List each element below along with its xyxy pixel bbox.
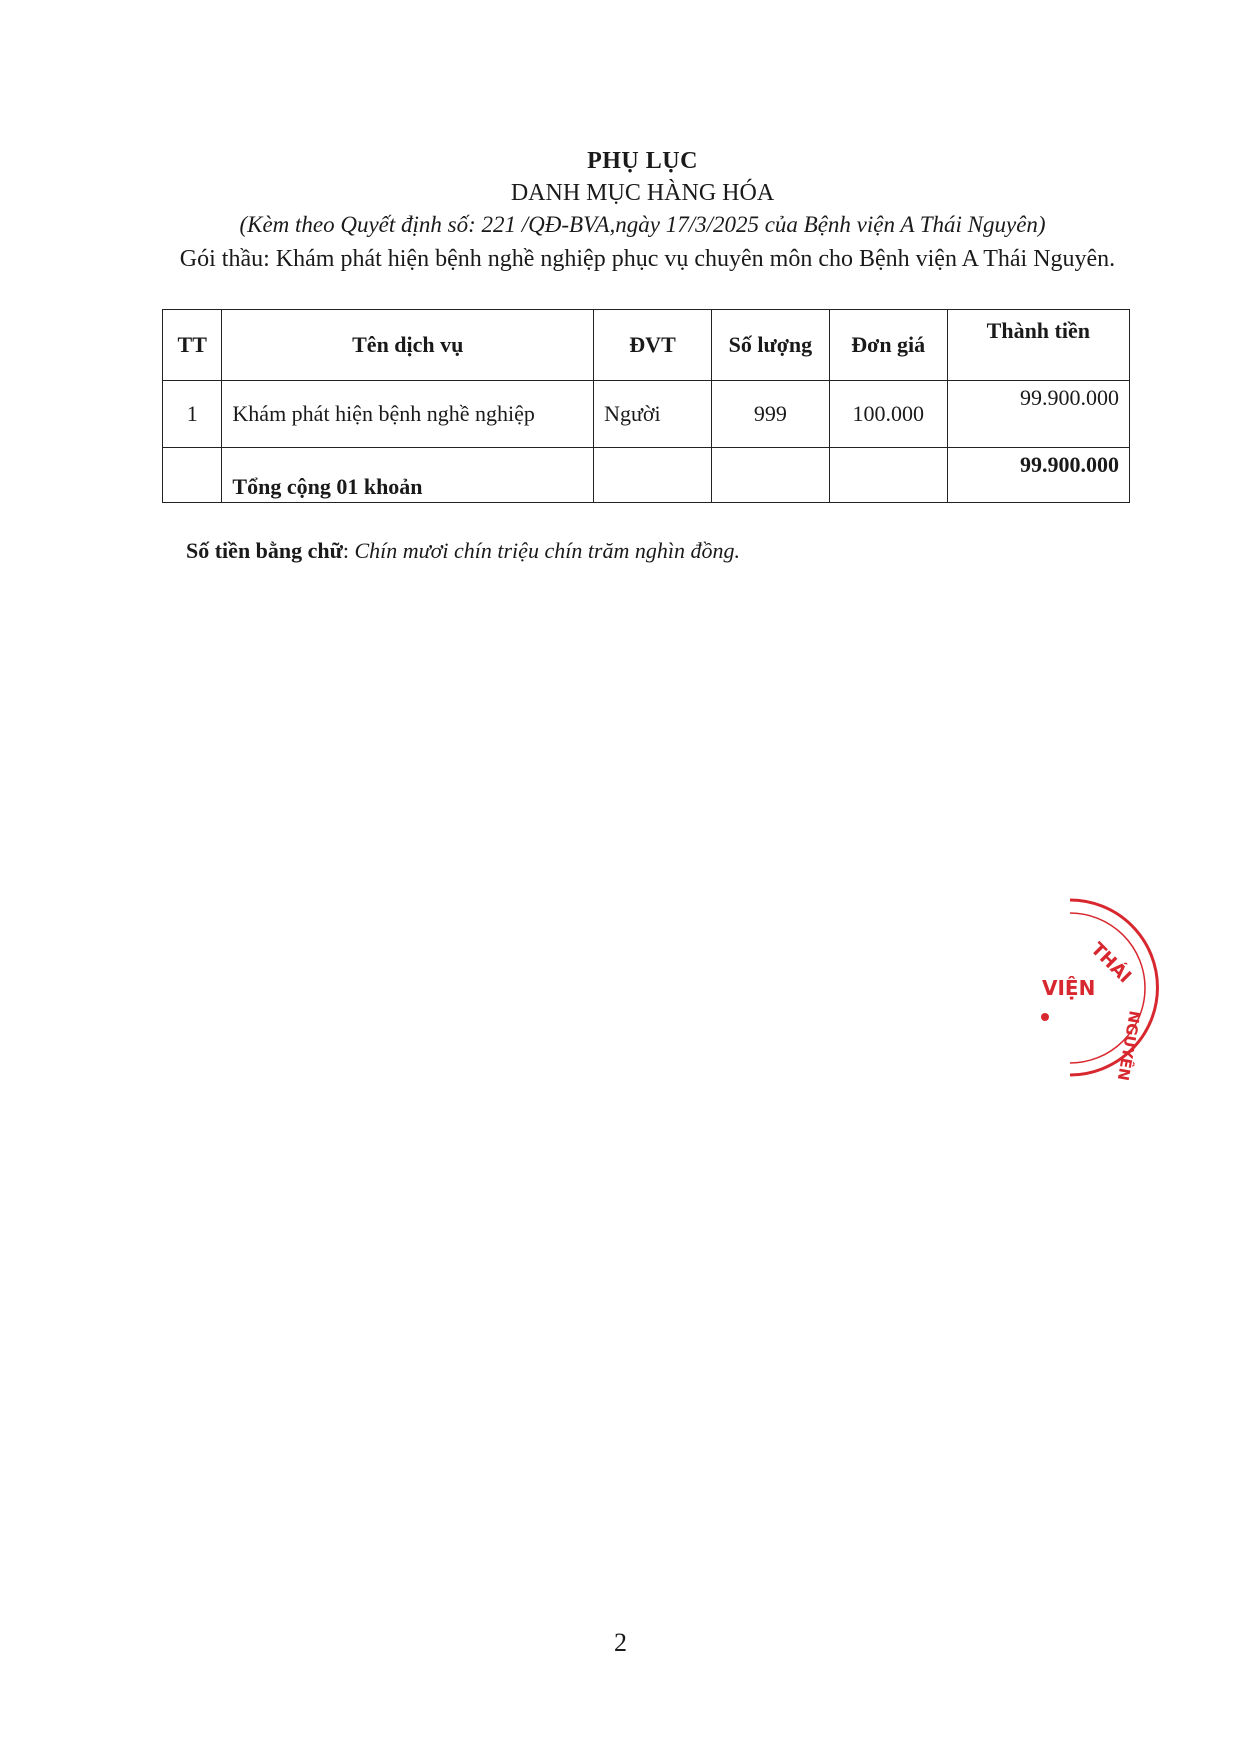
row-amount: 99.900.000 — [947, 381, 1129, 448]
svg-text:THÁI: THÁI — [1086, 938, 1136, 988]
table-header-row — [163, 310, 1130, 381]
hospital-seal-stamp — [1030, 885, 1180, 1085]
header-unit: ĐVT — [594, 310, 712, 381]
header-tt: TT — [163, 310, 222, 381]
table-row — [163, 381, 1130, 448]
header-quantity: Số lượng — [711, 310, 829, 381]
total-amount: 99.900.000 — [947, 448, 1129, 503]
total-tt-cell — [163, 448, 222, 503]
total-price-cell — [829, 448, 947, 503]
header-amount: Thành tiền — [947, 310, 1129, 381]
amount-in-words-label: Số tiền bằng chữ — [186, 538, 343, 563]
row-quantity: 999 — [711, 381, 829, 448]
total-qty-cell — [711, 448, 829, 503]
amount-in-words-value: Chín mươi chín triệu chín trăm nghìn đồng. — [354, 538, 740, 563]
svg-text:NGUYÊN: NGUYÊN — [1113, 1009, 1144, 1083]
amount-in-words: Số tiền bằng chữ: Chín mươi chín triệu chín trăm nghìn đồng. — [186, 538, 740, 563]
svg-text:VIỆN: VIỆN — [1042, 976, 1096, 1000]
bid-package: Gói thầu: Khám phát hiện bệnh nghề nghiệp phục vụ chuyên môn cho Bệnh viện A Thái Nguyên. — [179, 246, 1116, 272]
row-tt: 1 — [163, 381, 222, 448]
doc-subtitle: DANH MỤC HÀNG HÓA — [510, 180, 775, 206]
total-unit-cell — [594, 448, 712, 503]
doc-title: PHỤ LỤC — [587, 148, 698, 174]
goods-table — [162, 309, 1130, 503]
row-unit-price: 100.000 — [829, 381, 947, 448]
row-service-name: Khám phát hiện bệnh nghề nghiệp — [222, 381, 594, 448]
page-number: 2 — [614, 1628, 627, 1657]
header-service-name: Tên dịch vụ — [222, 310, 594, 381]
total-row — [163, 448, 1130, 503]
decision-reference: (Kèm theo Quyết định số: 221 /QĐ-BVA,ngày 17/3/2025 của Bệnh viện A Thái Nguyên) — [239, 212, 1046, 237]
total-label: Tổng cộng 01 khoản — [222, 448, 594, 503]
row-unit: Người — [594, 381, 712, 448]
header-unit-price: Đơn giá — [829, 310, 947, 381]
